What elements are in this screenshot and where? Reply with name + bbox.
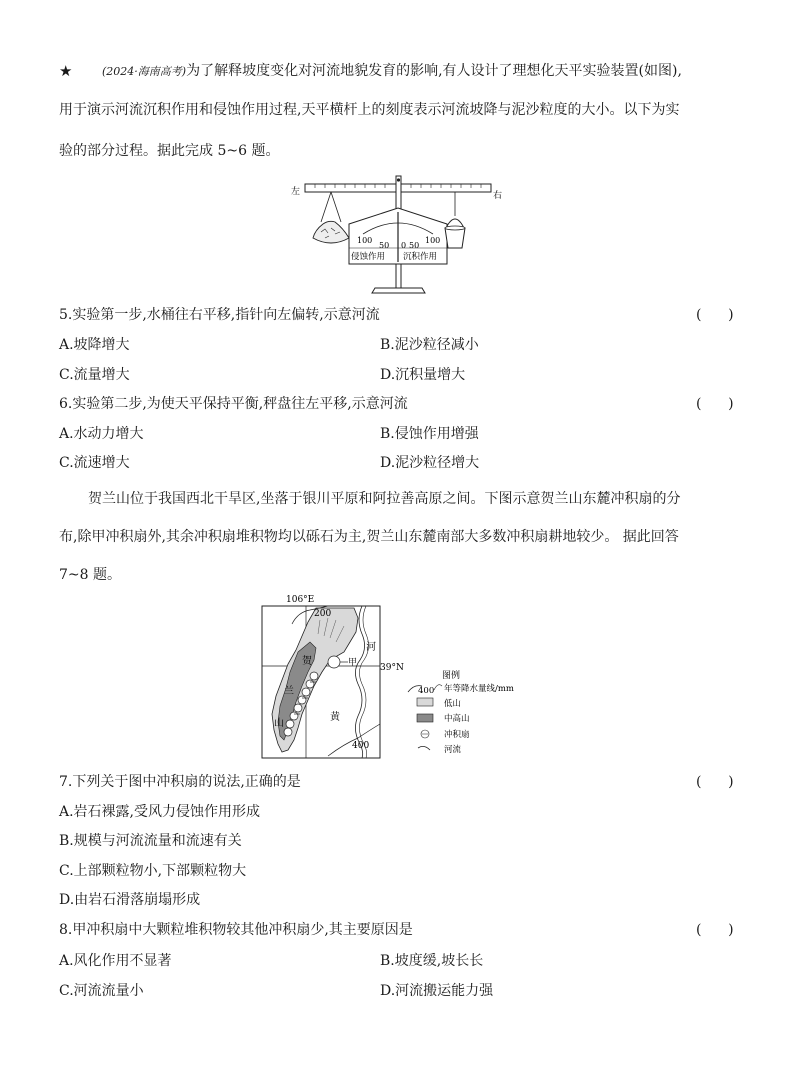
question-7-answer-blank[interactable]: ( ) — [696, 774, 734, 790]
scale-left-50: 50 — [379, 241, 390, 250]
scale-right-100: 100 — [425, 236, 441, 245]
mountain-label-2: 兰 — [284, 686, 294, 697]
question-6-option-a[interactable]: A.水动力增大 — [59, 426, 144, 442]
alluvial-fan-jia — [328, 656, 340, 668]
legend-title: 图例 — [442, 671, 461, 681]
legend-river-label: 河流 — [444, 745, 462, 755]
water-bucket-icon — [445, 192, 465, 248]
question-5-option-b[interactable]: B.泥沙粒径减小 — [380, 337, 479, 353]
legend-low-label: 低山 — [444, 699, 462, 709]
legend-fan-label: 冲积扇 — [444, 730, 470, 740]
longitude-label: 106°E — [286, 595, 315, 605]
map-label-huang: 黄 — [330, 712, 340, 723]
question-5-option-a[interactable]: A.坡降增大 — [59, 337, 130, 353]
balance-left-label: 左 — [291, 187, 301, 197]
intro-line-1-text: 为了解释坡度变化对河流地貌发育的影响,有人设计了理想化天平实验装置(如图), — [186, 63, 682, 79]
isohyet-400-label: 400 — [352, 741, 370, 751]
intro2-line-2: 布,除甲冲积扇外,其余冲积扇堆积物均以砾石为主,贺兰山东麓南部大多数冲积扇耕地较少。 据此回答 — [59, 529, 679, 545]
legend-isohyet-value: 400 — [418, 686, 435, 696]
question-5-stem: 5.实验第一步,水桶往右平移,指针向左偏转,示意河流 — [59, 307, 380, 323]
question-8-answer-blank[interactable]: ( ) — [696, 922, 734, 938]
map-label-jia: 甲 — [348, 658, 358, 668]
source-tag: (2024·海南高考) — [102, 65, 187, 78]
intro-line-3: 验的部分过程。据此完成 5~6 题。 — [59, 143, 280, 159]
erosion-label: 侵蚀作用 — [351, 252, 386, 262]
helan-map — [258, 590, 548, 760]
isohyet-200-label: 200 — [314, 609, 332, 619]
question-5-answer-blank[interactable]: ( ) — [696, 307, 734, 323]
question-8-option-d[interactable]: D.河流搬运能力强 — [380, 983, 494, 999]
deposition-label: 沉积作用 — [403, 252, 438, 262]
legend-isohyet-label: 年等降水量线/mm — [444, 684, 514, 694]
question-7-option-d[interactable]: D.由岩石滑落崩塌形成 — [59, 892, 201, 908]
intro2-line-3: 7~8 题。 — [59, 567, 121, 583]
scale-right-50: 50 — [409, 241, 420, 250]
question-7-option-c[interactable]: C.上部颗粒物小,下部颗粒物大 — [59, 863, 247, 879]
mountain-label-3: 山 — [274, 718, 284, 729]
map-legend — [408, 669, 514, 755]
question-6-option-d[interactable]: D.泥沙粒径增大 — [380, 455, 480, 471]
scale-box — [349, 208, 447, 264]
latitude-label: 39°N — [380, 663, 404, 673]
legend-low-swatch — [417, 698, 433, 706]
star-icon: ★ — [59, 62, 73, 80]
question-6-stem: 6.实验第二步,为使天平保持平衡,秤盘往左平移,示意河流 — [59, 396, 408, 412]
intro2-line-1: 贺兰山位于我国西北干旱区,坐落于银川平原和阿拉善高原之间。下图示意贺兰山东麓冲积扇的分 — [88, 491, 681, 507]
balance-right-label: 右 — [493, 191, 503, 201]
mountain-label-1: 贺 — [302, 656, 312, 667]
question-5-option-d[interactable]: D.沉积量增大 — [380, 367, 466, 383]
question-6-option-c[interactable]: C.流速增大 — [59, 455, 130, 471]
balance-figure — [285, 172, 515, 300]
question-5-option-c[interactable]: C.流量增大 — [59, 367, 130, 383]
question-8-option-b[interactable]: B.坡度缓,坡长长 — [380, 953, 484, 969]
question-7-option-b[interactable]: B.规模与河流流量和流速有关 — [59, 833, 242, 849]
question-8-option-c[interactable]: C.河流流量小 — [59, 983, 144, 999]
map-label-he: 河 — [366, 642, 376, 653]
question-8-option-a[interactable]: A.风化作用不显著 — [59, 953, 172, 969]
question-8-stem: 8.甲冲积扇中大颗粒堆积物较其他冲积扇少,其主要原因是 — [59, 922, 413, 938]
legend-midhigh-label: 中高山 — [444, 714, 470, 724]
scale-left-100: 100 — [357, 236, 373, 245]
question-7-option-a[interactable]: A.岩石裸露,受风力侵蚀作用形成 — [59, 804, 261, 820]
intro-line-1 — [102, 62, 682, 81]
legend-midhigh-swatch — [417, 714, 433, 722]
sediment-pan-icon — [313, 192, 349, 243]
intro-line-2: 用于演示河流沉积作用和侵蚀作用过程,天平横杆上的刻度表示河流坡降与泥沙粒度的大小。以下为实 — [59, 102, 680, 118]
question-6-answer-blank[interactable]: ( ) — [696, 396, 734, 412]
scale-zero: 0 — [401, 241, 407, 250]
question-6-option-b[interactable]: B.侵蚀作用增强 — [380, 426, 479, 442]
legend-river-symbol — [418, 746, 430, 750]
question-7-stem: 7.下列关于图中冲积扇的说法,正确的是 — [59, 774, 301, 790]
